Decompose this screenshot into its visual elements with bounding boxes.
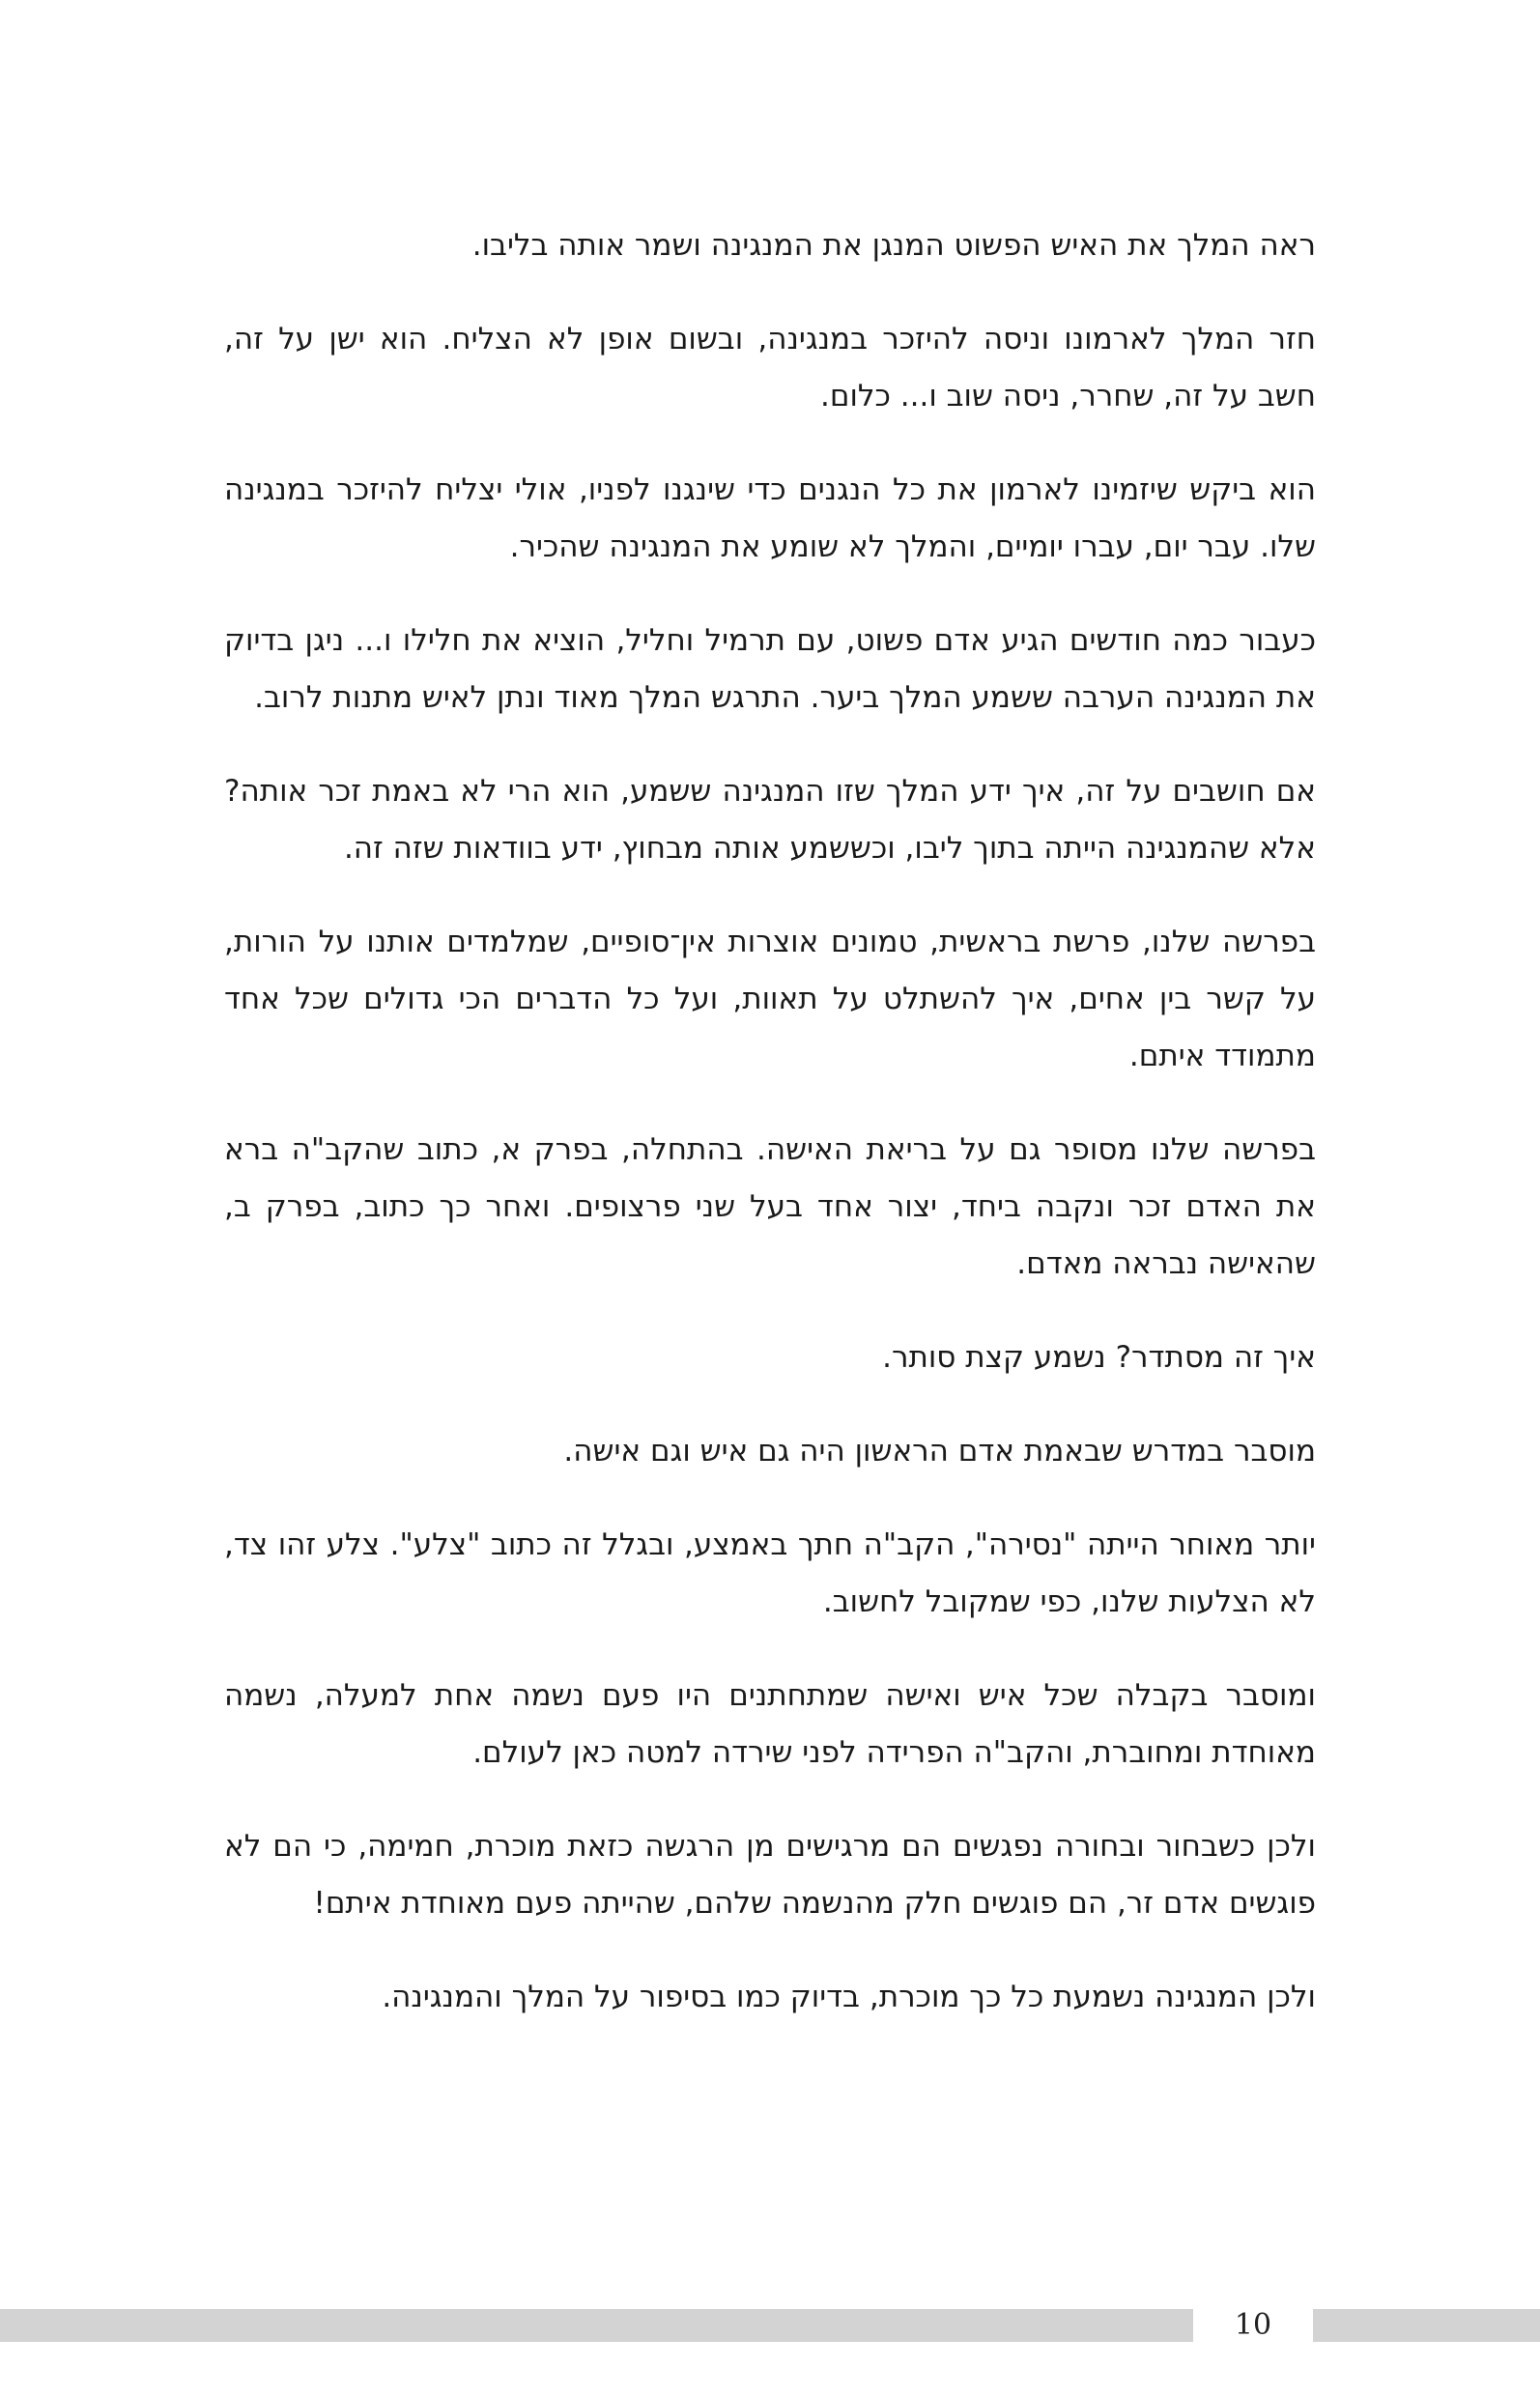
paragraph-1: ראה המלך את האיש הפשוט המנגן את המנגינה ושמר אותה בליבו. <box>471 228 1316 263</box>
paragraph-12: ולכן כשבחור ובחורה נפגשים הם מרגישים מן הרגשה כזאת מוכרת, חמימה, כי הם לא פוגשים אדם זר, הם פוגשים חלק מהנשמה שלהם, שהייתה פעם מאוחדת איתם! <box>224 1829 1316 1921</box>
paragraph-7: בפרשה שלנו מסופר גם על בריאת האישה. בהתחלה, בפרק א, כתוב שהקב"ה ברא את האדם זכר ונקבה ביחד, יצור אחד בעל שני פרצופים. ואחר כך כתוב, בפרק ב, שהאישה נבראה מאדם. <box>224 1132 1316 1281</box>
paragraph-3: הוא ביקש שיזמינו לארמון את כל הנגנים כדי שינגנו לפניו, אולי יצליח להיזכר במנגינה שלו. עבר יום, עברו יומיים, והמלך לא שומע את המנגינה שהכיר. <box>224 472 1316 564</box>
paragraph-8: איך זה מסתדר? נשמע קצת סותר. <box>882 1340 1316 1375</box>
paragraph-13: ולכן המנגינה נשמעת כל כך מוכרת, בדיוק כמו בסיפור על המלך והמנגינה. <box>382 1980 1316 2014</box>
footer-bar-right <box>1313 2309 1540 2342</box>
paragraph-10: יותר מאוחר הייתה "נסירה", הקב"ה חתך באמצע, ובגלל זה כתוב "צלע". צלע זהו צד, לא הצלעות שלנו, כפי שמקובל לחשוב. <box>224 1527 1316 1619</box>
page-body <box>224 217 1316 2063</box>
page-number: 10 <box>1234 2308 1272 2342</box>
paragraph-2: חזר המלך לארמונו וניסה להיזכר במנגינה, ובשום אופן לא הצליח. הוא ישן על זה, חשב על זה, שחרר, ניסה שוב ו... כלום. <box>224 322 1316 414</box>
paragraph-9: מוסבר במדרש שבאמת אדם הראשון היה גם איש וגם אישה. <box>563 1434 1316 1469</box>
paragraph-11: ומוסבר בקבלה שכל איש ואישה שמתחתנים היו פעם נשמה אחת למעלה, נשמה מאוחדת ומחוברת, והקב"ה הפרידה לפני שירדה למטה כאן לעולם. <box>224 1678 1316 1770</box>
footer-bar-left <box>0 2309 1193 2342</box>
paragraph-4: כעבור כמה חודשים הגיע אדם פשוט, עם תרמיל וחליל, הוציא את חלילו ו... ניגן בדיוק את המנגינה הערבה ששמע המלך ביער. התרגש המלך מאוד ונתן לאיש מתנות לרוב. <box>224 623 1316 715</box>
paragraph-5: אם חושבים על זה, איך ידע המלך שזו המנגינה ששמע, הוא הרי לא באמת זכר אותה? אלא שהמנגינה הייתה בתוך ליבו, וכששמע אותה מבחוץ, ידע בוודאות שזה זה. <box>224 774 1316 866</box>
paragraph-6: בפרשה שלנו, פרשת בראשית, טמונים אוצרות אין־סופיים, שמלמדים אותנו על הורות, על קשר בין אחים, איך להשתלט על תאוות, ועל כל הדברים הכי גדולים שכל אחד מתמודד איתם. <box>224 925 1316 1073</box>
